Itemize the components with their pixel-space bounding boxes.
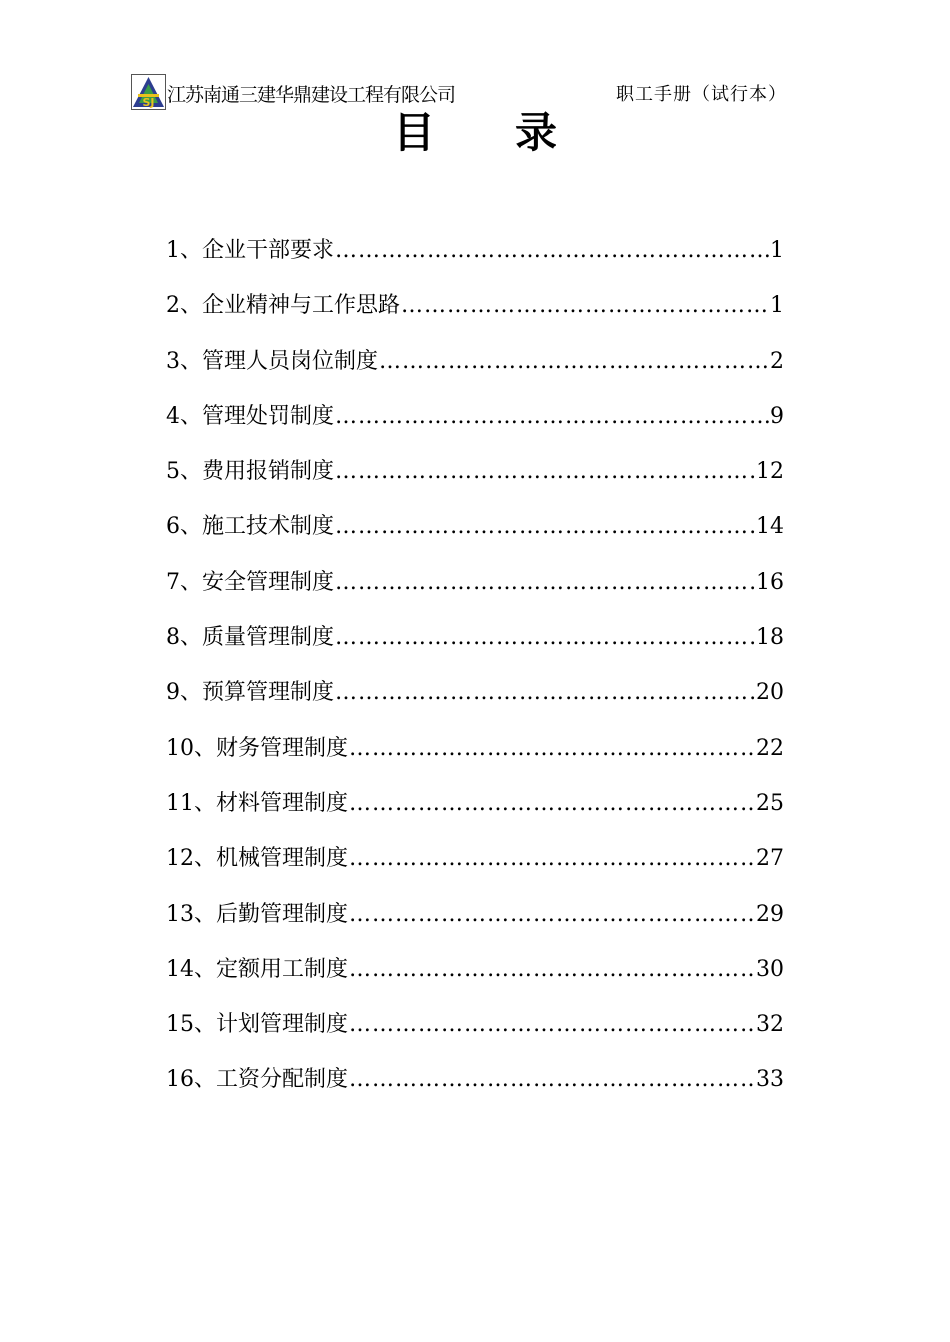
toc-entry-number: 9、 xyxy=(166,680,202,706)
toc-leader-dots xyxy=(349,1006,755,1044)
toc-entry-page: 9 xyxy=(770,403,784,429)
toc-entry-label: 质量管理制度 xyxy=(202,625,335,651)
toc-entry-page: 32 xyxy=(756,1012,784,1038)
page-title xyxy=(0,100,950,160)
toc-entry-label: 后勤管理制度 xyxy=(216,901,349,927)
toc-entry-number: 8、 xyxy=(166,625,202,651)
toc-entry-label: 企业干部要求 xyxy=(202,238,335,263)
toc-entry[interactable] xyxy=(166,785,784,840)
toc-entry-label: 定额用工制度 xyxy=(216,956,349,982)
toc-entry-page: 33 xyxy=(756,1067,784,1093)
toc-entry[interactable] xyxy=(166,232,784,287)
toc-entry-number: 10、 xyxy=(166,735,216,761)
company-name: 江苏南通三建华鼎建设工程有限公司 xyxy=(167,84,456,106)
title-char-right: 录 xyxy=(515,108,558,157)
toc-entry-number: 2、 xyxy=(166,293,202,319)
toc-entry-number: 14、 xyxy=(166,956,216,982)
toc-leader-dots xyxy=(335,398,769,436)
toc-entry-number: 16、 xyxy=(166,1067,216,1093)
toc-entry[interactable] xyxy=(166,343,784,398)
toc-leader-dots xyxy=(349,951,755,989)
toc-entry[interactable] xyxy=(166,730,784,785)
toc-entry[interactable] xyxy=(166,619,784,674)
toc-leader-dots xyxy=(349,896,755,934)
toc-entry-number: 11、 xyxy=(166,790,216,816)
toc-entry-label: 预算管理制度 xyxy=(202,680,335,706)
svg-text:SJ: SJ xyxy=(142,96,155,109)
toc-leader-dots xyxy=(379,343,769,381)
toc-entry-label: 财务管理制度 xyxy=(216,735,349,761)
toc-entry-page: 25 xyxy=(756,790,784,816)
toc-entry-label: 企业精神与工作思路 xyxy=(202,293,401,319)
toc-entry[interactable] xyxy=(166,453,784,508)
handbook-title: 职工手册（试行本） xyxy=(616,84,787,105)
toc-entry-label: 管理处罚制度 xyxy=(202,403,335,429)
toc-leader-dots xyxy=(401,287,769,325)
toc-leader-dots xyxy=(335,619,755,657)
toc-entry-page: 27 xyxy=(756,846,784,872)
toc-entry-page: 30 xyxy=(756,956,784,982)
toc-leader-dots xyxy=(349,840,755,878)
toc-entry-page: 2 xyxy=(770,348,784,374)
toc-entry-number: 6、 xyxy=(166,514,202,540)
toc-entry-number: 13、 xyxy=(166,901,216,927)
toc-entry[interactable] xyxy=(166,1061,784,1116)
toc-entry[interactable] xyxy=(166,840,784,895)
toc-entry-page: 29 xyxy=(756,901,784,927)
toc-entry-number: 1、 xyxy=(166,238,202,263)
table-of-contents xyxy=(166,232,784,1117)
toc-entry[interactable] xyxy=(166,896,784,951)
toc-entry-page: 1 xyxy=(770,238,784,263)
toc-entry-label: 工资分配制度 xyxy=(216,1067,349,1093)
toc-leader-dots xyxy=(349,785,755,823)
toc-entry-number: 3、 xyxy=(166,348,202,374)
toc-entry[interactable] xyxy=(166,508,784,563)
toc-entry[interactable] xyxy=(166,1006,784,1061)
toc-entry-number: 5、 xyxy=(166,459,202,485)
toc-leader-dots xyxy=(335,453,755,491)
toc-entry-label: 施工技术制度 xyxy=(202,514,335,540)
toc-entry-label: 管理人员岗位制度 xyxy=(202,348,379,374)
toc-entry[interactable] xyxy=(166,674,784,729)
toc-entry-number: 7、 xyxy=(166,569,202,595)
toc-leader-dots xyxy=(349,1061,755,1099)
toc-leader-dots xyxy=(335,232,769,270)
toc-entry-label: 材料管理制度 xyxy=(216,790,349,816)
toc-leader-dots xyxy=(335,674,755,712)
toc-entry[interactable] xyxy=(166,287,784,342)
toc-entry-label: 计划管理制度 xyxy=(216,1012,349,1038)
toc-entry[interactable] xyxy=(166,398,784,453)
toc-entry[interactable] xyxy=(166,951,784,1006)
toc-entry-page: 1 xyxy=(770,293,784,319)
toc-entry-label: 安全管理制度 xyxy=(202,569,335,595)
toc-leader-dots xyxy=(349,730,755,768)
toc-entry-page: 20 xyxy=(756,680,784,706)
toc-leader-dots xyxy=(335,508,755,546)
toc-entry[interactable] xyxy=(166,564,784,619)
toc-entry-page: 12 xyxy=(756,459,784,485)
toc-entry-label: 费用报销制度 xyxy=(202,459,335,485)
title-char-left: 目 xyxy=(392,108,435,157)
toc-entry-page: 14 xyxy=(756,514,784,540)
toc-entry-page: 18 xyxy=(756,625,784,651)
toc-entry-page: 22 xyxy=(756,735,784,761)
toc-entry-number: 12、 xyxy=(166,846,216,872)
toc-entry-number: 15、 xyxy=(166,1012,216,1038)
toc-entry-number: 4、 xyxy=(166,403,202,429)
toc-leader-dots xyxy=(335,564,755,602)
toc-entry-label: 机械管理制度 xyxy=(216,846,349,872)
toc-entry-page: 16 xyxy=(756,569,784,595)
